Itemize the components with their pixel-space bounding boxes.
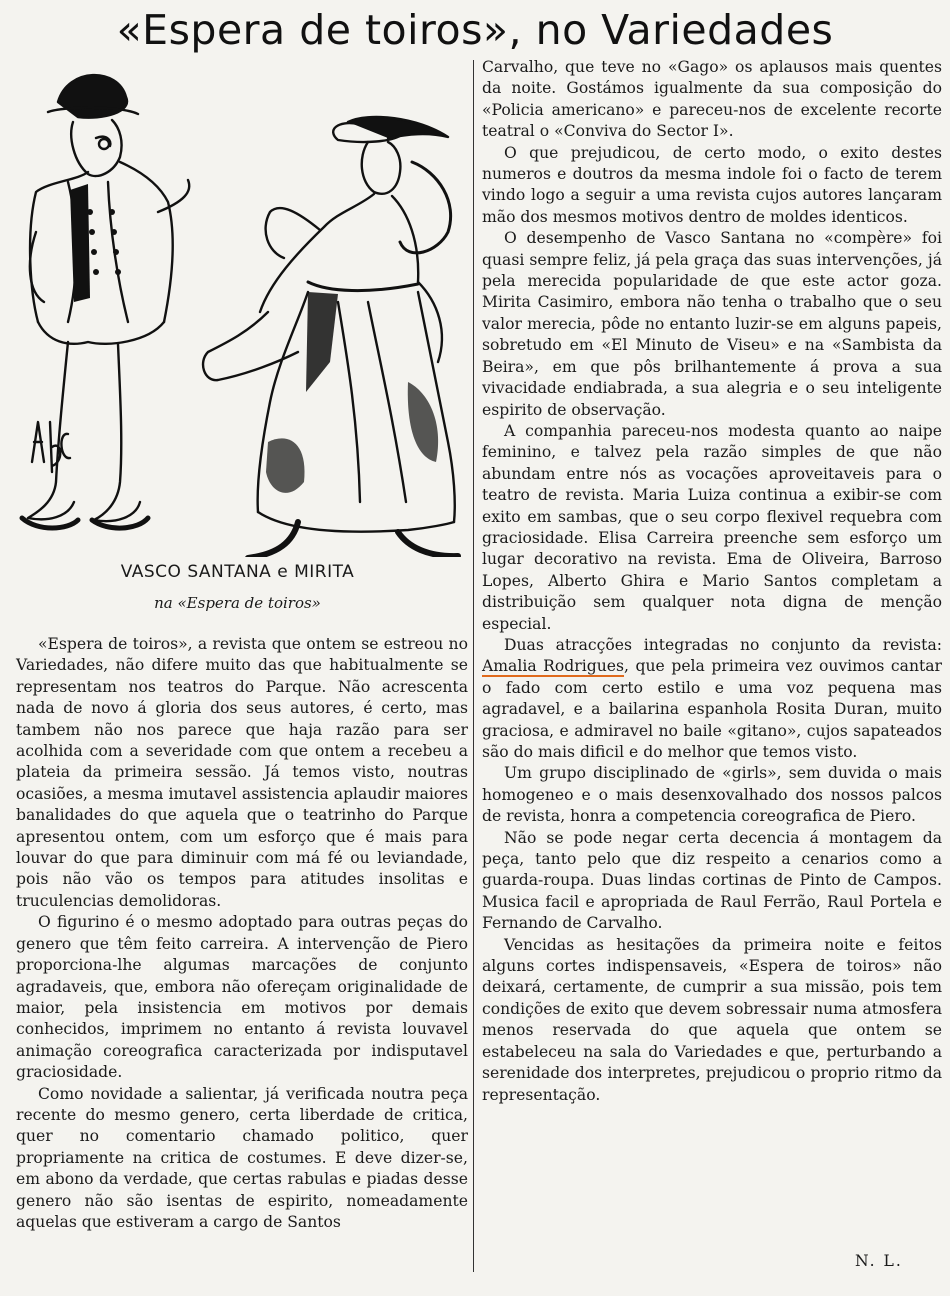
paragraph: O que prejudicou, de certo modo, o exito destes numeros e doutros da mesma indole foi o facto de terem vindo logo a seguir a uma revista cujos autores lançaram mão dos mesmos motivos dentro de moldes identicos. <box>482 143 942 226</box>
illustration-caption-names: VASCO SANTANA e MIRITA <box>120 562 355 582</box>
paragraph: O figurino é o mesmo adoptado para outras peças do genero que têm feito carreira. A intervenção de Piero proporciona-lhe algumas marcações de conjunto agradaveis, que, embora não ofereçam originalidade de maior, pela insistencia em motivos por demais conhecidos, imprimem no entanto á revista louvavel animação coreografica caracterizada por indisputavel graciosidade. <box>16 913 468 1082</box>
paragraph: «Espera de toiros», a revista que ontem se estreou no Variedades, não difere muito das que habitualmente se representam nos teatros do Parque. Não acrescenta nada de novo á gloria dos seus autores, é certo, mas tambem não nos parece que haja razão para ser acolhida com a severidade com que ontem a recebeu a plateia da primeira sessão. Já temos visto, noutras ocasiões, a mesma imutavel assistencia aplaudir maiores banalidades do que aquela que o teatrinho do Parque apresentou ontem, com um esforço que é mais para louvar do que para diminuir com má fé ou leviandade, pois não vão os tempos para atitudes insolitas e truculencias demolidoras. <box>16 635 468 910</box>
paragraph: O desempenho de Vasco Santana no «compère» foi quasi sempre feliz, já pela graça das suas intervenções, já pela merecida popularidade de que este actor goza. Mirita Casimiro, embora não tenha o trabalho que o seu valor merecia, pôde no entanto luzir-se em alguns papeis, sobretudo em «El Minuto de Viseu» e na «Sambista da Beira», em que pôs brilhantemente á prova a sua vivacidade endiabrada, a sua alegria e o seu inteligente espirito de observação. <box>482 229 942 419</box>
right-column <box>482 57 942 1106</box>
text-before: Duas atracções integradas no conjunto da revista: <box>504 635 942 654</box>
paragraph-amalia <box>482 635 942 763</box>
left-column <box>16 634 468 1233</box>
column-divider <box>473 60 474 1272</box>
paragraph: A companhia pareceu-nos modesta quanto ao naipe feminino, e talvez pela razão simples de que não abundam entre nós as vocações aproveitaveis para o teatro de revista. Maria Luiza continua a exibir-se com exito em sambas, que o seu corpo flexivel requebra com graciosidade. Elisa Carreira preenche sem esforço um lugar decorativo na revista. Ema de Oliveira, Barroso Lopes, Alberto Ghira e Mario Santos completam a distribuição sem qualquer nota digna de menção especial. <box>482 421 942 633</box>
paragraph: Não se pode negar certa decencia á montagem da peça, tanto pelo que diz respeito a cenarios como a guarda-roupa. Duas lindas cortinas de Pinto de Campos. Musica facil e apropriada de Raul Ferrão, Raul Portela e Fernando de Carvalho. <box>482 828 942 933</box>
paragraph: Um grupo disciplinado de «girls», sem duvida o mais homogeneo e o mais desenxovalhado dos nossos palcos de revista, honra a competencia coreografica de Piero. <box>482 764 942 826</box>
paragraph: Carvalho, que teve no «Gago» os aplausos mais quentes da noite. Gostámos igualmente da sua composição do «Policia americano» e pareceu-nos de excelente recorte teatral o «Conviva do Sector I». <box>482 58 942 141</box>
illustration-caption-sub: na «Espera de toiros» <box>154 594 321 612</box>
vasco-and-mirita-drawing <box>8 62 468 557</box>
author-signature: N. L. <box>855 1252 903 1270</box>
highlighted-name: Amalia Rodrigues <box>482 657 624 676</box>
caricature-illustration <box>8 62 468 557</box>
paragraph: Vencidas as hesitações da primeira noite e feitos alguns cortes indispensaveis, «Espera de toiros» não deixará, certamente, de cumprir a sua missão, pois tem condições de exito que devem sobressair numa atmosfera menos reservada do que aquela que ontem se estabeleceu na sala do Variedades e que, perturbando a serenidade dos interpretes, prejudicou o proprio ritmo da representação. <box>482 935 942 1104</box>
paragraph: Como novidade a salientar, já verificada noutra peça recente do mesmo genero, certa liberdade de critica, quer no comentario chamado politico, quer propriamente na critica de costumes. E deve dizer-se, em abono da verdade, que certas rabulas e piadas desse genero não são isentas de espirito, nomeadamente aquelas que estiveram a cargo de Santos <box>16 1084 468 1231</box>
article-headline: «Espera de toiros», no Variedades <box>116 6 834 54</box>
text-after: , que pela primeira vez ouvimos cantar o fado com certo estilo e uma voz pequena mas agradavel, e a bailarina espanhola Rosita Duran, muito graciosa, e admiravel no baile «gitano», cujos sapateados são do mais dificil e do melhor que temos visto. <box>482 657 943 761</box>
